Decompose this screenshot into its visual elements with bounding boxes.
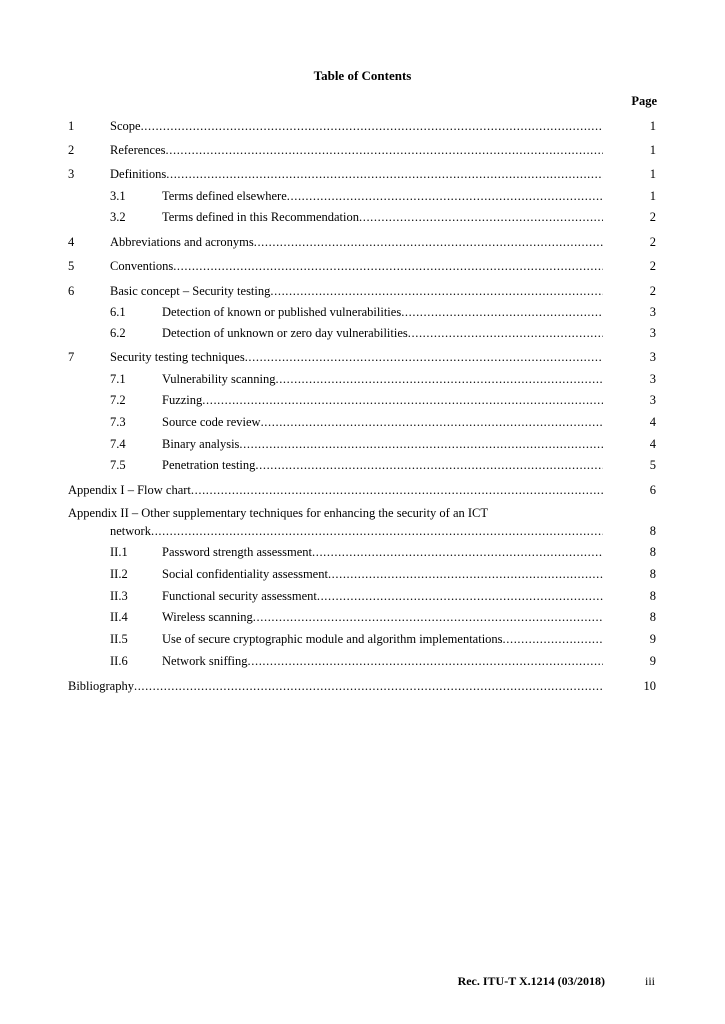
page-column-header: Page [631,94,657,108]
toc-entry-fuzzing[interactable] [0,391,725,409]
toc-entry-page: 3 [649,372,656,386]
toc-entry-binary-analysis[interactable] [0,435,725,453]
toc-entry-number: II.5 [110,632,128,646]
toc-entry-page: 8 [649,545,656,559]
toc-entry-number: II.1 [110,545,128,559]
toc-entry-page: 4 [649,437,656,451]
toc-entry-page: 5 [649,458,656,472]
toc-entry-number: 6.1 [110,305,126,319]
toc-entry-label: Abbreviations and acronyms [110,235,254,249]
toc-entry-page: 4 [649,415,656,429]
footer-reference: Rec. ITU-T X.1214 (03/2018) [457,974,605,988]
toc-entry-wireless-scanning[interactable] [0,608,725,626]
toc-entry-page: 9 [649,654,656,668]
toc-entry-page: 1 [649,167,656,181]
toc-entry-number: 7 [68,350,75,364]
toc-entry-conventions[interactable] [0,257,725,275]
toc-entry-page: 3 [649,350,656,364]
toc-entry-number: 7.3 [110,415,126,429]
toc-entry-label: Network sniffing [162,654,248,668]
toc-entry-number: II.2 [110,567,128,581]
toc-entry-number: II.4 [110,610,128,624]
toc-entry-penetration-testing[interactable] [0,456,725,474]
toc-entry-number: 7.1 [110,372,126,386]
toc-entry-label: Vulnerability scanning [162,372,276,386]
toc-entry-label: Fuzzing [162,393,203,407]
toc-entry-label: Basic concept – Security testing [110,284,271,298]
toc-entry-label: Appendix I – Flow chart [68,483,191,497]
toc-entry-label: Password strength assessment [162,545,312,559]
toc-entry-appendix-i[interactable] [0,481,725,499]
toc-entry-number: 6 [68,284,75,298]
toc-entry-page: 1 [649,143,656,157]
toc-entry-page: 9 [649,632,656,646]
toc-entry-label: Terms defined in this Recommendation [162,210,359,224]
toc-entry-password-strength[interactable] [0,543,725,561]
toc-entry-page: 2 [649,259,656,273]
toc-entry-number: 3.1 [110,189,126,203]
toc-entry-number: 3.2 [110,210,126,224]
toc-entry-security-testing-techniques[interactable] [0,348,725,366]
toc-entry-page: 1 [649,189,656,203]
toc-entry-functional-security[interactable] [0,587,725,605]
toc-entry-label: Scope [110,119,141,133]
toc-entry-page: 8 [649,567,656,581]
toc-entry-page: 1 [649,119,656,133]
toc-entry-definitions[interactable] [0,165,725,183]
toc-entry-bibliography[interactable] [0,677,725,695]
toc-entry-label: References [110,143,166,157]
toc-entry-social-confidentiality[interactable] [0,565,725,583]
toc-entry-secure-cryptographic-module[interactable] [0,630,725,648]
toc-entry-label: Terms defined elsewhere [162,189,287,203]
toc-entry-network-sniffing[interactable] [0,652,725,670]
toc-entry-number: 7.5 [110,458,126,472]
toc-entry-label: Detection of known or published vulnerabilities [162,305,402,319]
toc-entry-label: Penetration testing [162,458,256,472]
toc-entry-number: 7.4 [110,437,126,451]
toc-entry-page: 8 [649,589,656,603]
toc-entry-label: network [110,524,151,538]
toc-entry-known-vulnerabilities[interactable] [0,303,725,321]
toc-entry-number: II.6 [110,654,128,668]
toc-entry-number: II.3 [110,589,128,603]
toc-entry-references[interactable] [0,141,725,159]
toc-entry-label: Wireless scanning [162,610,253,624]
toc-entry-label: Bibliography [68,679,134,693]
toc-entry-number: 2 [68,143,75,157]
toc-entry-number: 7.2 [110,393,126,407]
toc-entry-terms-defined-elsewhere[interactable] [0,187,725,205]
toc-entry-abbreviations[interactable] [0,233,725,251]
toc-entry-number: 5 [68,259,75,273]
toc-entry-page: 2 [649,284,656,298]
toc-entry-page: 3 [649,305,656,319]
toc-entry-number: 3 [68,167,75,181]
toc-entry-vulnerability-scanning[interactable] [0,370,725,388]
toc-entry-page: 8 [649,524,656,538]
toc-entry-label: Conventions [110,259,174,273]
toc-entry-number: 1 [68,119,75,133]
toc-entry-page: 3 [649,326,656,340]
toc-entry-label: Definitions [110,167,167,181]
toc-entry-label: Functional security assessment [162,589,317,603]
toc-entry-page: 6 [649,483,656,497]
toc-title: Table of Contents [313,68,412,83]
toc-entry-number: 4 [68,235,75,249]
toc-entry-label: Security testing techniques [110,350,245,364]
toc-entry-scope[interactable] [0,117,725,135]
toc-entry-zero-day-vulnerabilities[interactable] [0,324,725,342]
toc-entry-page: 3 [649,393,656,407]
footer-page-number: iii [644,974,655,988]
toc-entry-appendix-ii[interactable] [0,522,725,540]
toc-entry-terms-defined-here[interactable] [0,208,725,226]
toc-entry-label: Binary analysis [162,437,240,451]
toc-entry-label: Detection of unknown or zero day vulnerabilities [162,326,408,340]
toc-entry-basic-concept[interactable] [0,282,725,300]
toc-entry-page: 2 [649,210,656,224]
toc-entry-page: 10 [643,679,656,693]
toc-entry-label: Social confidentiality assessment [162,567,328,581]
toc-entry-page: 8 [649,610,656,624]
toc-entry-label: Source code review [162,415,261,429]
toc-entry-page: 2 [649,235,656,249]
toc-entry-label: Use of secure cryptographic module and algorithm implementations [162,632,503,646]
toc-entry-number: 6.2 [110,326,126,340]
toc-entry-appendix-ii-line1[interactable]: Appendix II – Other supplementary techniques for enhancing the security of an ICT [68,506,489,520]
toc-entry-source-code-review[interactable] [0,413,725,431]
